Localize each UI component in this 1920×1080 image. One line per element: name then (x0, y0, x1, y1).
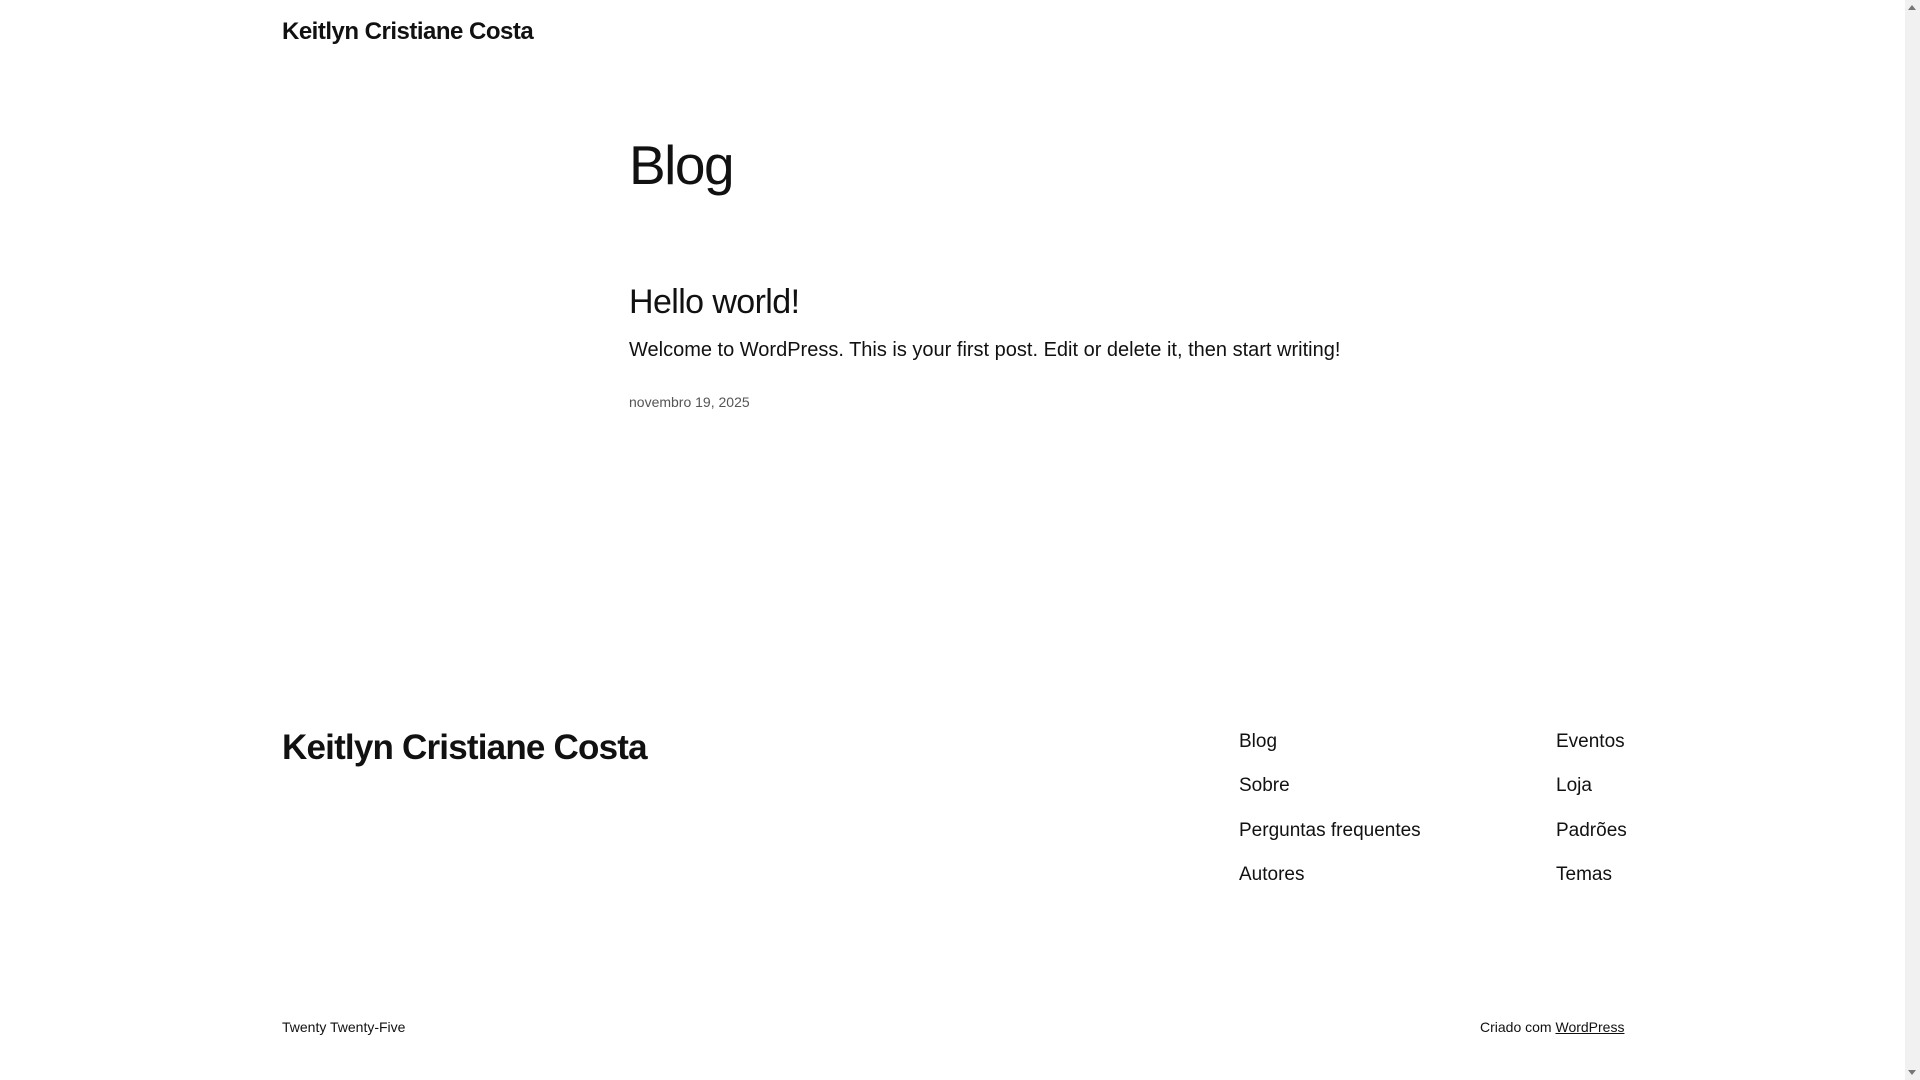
made-with-credit (1480, 1019, 1624, 1035)
scrollbar-thumb[interactable] (1907, 16, 1917, 1056)
wordpress-link[interactable]: WordPress (1555, 1019, 1625, 1035)
post-excerpt: Welcome to WordPress. This is your first post. Edit or delete it, then start writing! (629, 339, 1341, 361)
post-item (629, 282, 1429, 410)
page-title: Blog (629, 134, 734, 196)
scroll-up-arrow-icon[interactable] (1908, 5, 1916, 10)
site-title-link[interactable]: Keitlyn Cristiane Costa (282, 18, 534, 45)
footer-nav-item-autores[interactable]: Autores (1239, 863, 1305, 885)
post-title-link[interactable]: Hello world! (629, 283, 800, 321)
footer-nav-item-loja[interactable]: Loja (1556, 775, 1592, 797)
footer-nav-item-padroes[interactable]: Padrões (1556, 819, 1627, 841)
vertical-scrollbar[interactable] (1905, 0, 1920, 1080)
made-with-label: Criado com (1480, 1019, 1552, 1035)
footer-site-title-link[interactable]: Keitlyn Cristiane Costa (282, 728, 647, 767)
footer-nav-item-sobre[interactable]: Sobre (1239, 775, 1290, 797)
scroll-down-arrow-icon[interactable] (1908, 1070, 1916, 1075)
footer-nav-secondary (1556, 730, 1627, 907)
footer-nav-item-faq[interactable]: Perguntas frequentes (1239, 819, 1421, 841)
post-date[interactable]: novembro 19, 2025 (629, 394, 750, 410)
footer-nav-item-temas[interactable]: Temas (1556, 863, 1612, 885)
footer-nav-item-eventos[interactable]: Eventos (1556, 731, 1625, 752)
footer-nav-item-blog[interactable]: Blog (1239, 731, 1278, 752)
theme-credit: Twenty Twenty-Five (282, 1019, 406, 1035)
footer-nav-primary (1239, 730, 1421, 907)
